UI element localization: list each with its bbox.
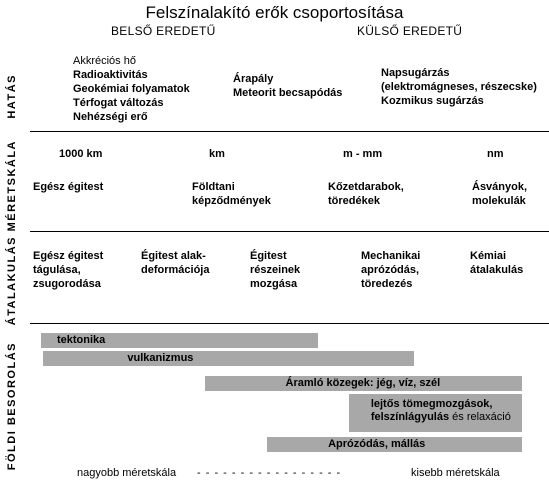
process-bar xyxy=(267,437,522,452)
process-bar-label: tektonika xyxy=(57,334,106,346)
transformation-line: Égitest xyxy=(250,250,287,262)
page-title: Felszínalakító erők csoportosítása xyxy=(145,3,404,22)
transformation-item xyxy=(250,249,300,291)
list-item: Térfogat változás xyxy=(73,97,164,109)
transformation-item xyxy=(141,249,209,277)
process-bar-label: Áramló közegek: jég, víz, szél xyxy=(285,377,441,389)
scale-object-line: molekulák xyxy=(472,195,526,207)
scale-object-line: Kőzetdarabok, xyxy=(328,181,404,193)
transformation-item xyxy=(33,249,103,291)
section-label-hatas: HATÁS xyxy=(6,74,18,119)
list-item: Nehézségi erő xyxy=(73,111,148,123)
process-bar-label: Aprózódás, mállás xyxy=(328,438,426,450)
section-label-meretskala: MÉRETSKÁLA xyxy=(6,140,18,232)
transformation-line: Mechanikai xyxy=(361,250,421,262)
list-item: Radioaktivitás xyxy=(73,69,148,81)
section-label-atalakulas: ÁTALAKULÁS xyxy=(6,236,18,326)
scale-object xyxy=(33,180,103,194)
scale-unit: km xyxy=(209,148,225,160)
process-bar-label: vulkanizmus xyxy=(127,352,194,364)
process-bar xyxy=(349,394,522,432)
transformation-line: deformációja xyxy=(141,264,210,276)
hatas-external-list xyxy=(381,66,537,108)
divider-line xyxy=(30,323,549,324)
scale-unit: 1000 km xyxy=(59,148,103,160)
process-bar xyxy=(41,333,318,348)
list-item: Akkréciós hő xyxy=(73,55,136,67)
scale-left-label: nagyobb méretskála xyxy=(77,467,177,479)
divider-line xyxy=(30,131,549,132)
transformation-line: töredezés xyxy=(361,278,413,290)
header-internal-origin: BELSŐ EREDETŰ xyxy=(111,24,216,38)
divider-line xyxy=(30,231,549,232)
list-item: Geokémiai folyamatok xyxy=(73,83,190,95)
transformation-line: aprózódás, xyxy=(361,264,420,276)
scale-object xyxy=(328,180,404,208)
transformation-line: Egész égitest xyxy=(33,250,104,262)
scale-object-line: Egész égitest xyxy=(33,181,104,193)
scale-dashes: - - - - - - - - - - - - - - - - - xyxy=(197,467,342,479)
process-bar-label xyxy=(371,398,521,424)
list-item: Meteorit becsapódás xyxy=(233,87,343,99)
process-bar xyxy=(205,376,522,391)
scale-unit: nm xyxy=(487,148,504,160)
scale-object xyxy=(192,180,271,208)
transformation-line: átalakulás xyxy=(470,264,524,276)
scale-object-line: képződmények xyxy=(192,195,271,207)
scale-object-line: töredékek xyxy=(328,195,380,207)
header-external-origin: KÜLSŐ EREDETŰ xyxy=(357,24,463,38)
scale-object-line: Ásványok, xyxy=(472,181,528,193)
list-item: Árapály xyxy=(233,73,274,85)
process-bar-label-rest: és relaxáció xyxy=(449,411,511,423)
list-item: Kozmikus sugárzás xyxy=(381,95,484,107)
transformation-line: zsugorodása xyxy=(33,278,101,290)
hatas-middle-list xyxy=(233,72,342,100)
hatas-internal-list xyxy=(73,54,190,124)
transformation-line: Kémiai xyxy=(470,250,507,262)
list-item: (elektromágneses, részecske) xyxy=(381,81,537,93)
scale-object xyxy=(472,180,527,208)
scale-right-label: kisebb méretskála xyxy=(411,467,500,479)
section-label-foldi-besorolas: FÖLDI BESOROLÁS xyxy=(6,342,18,471)
transformation-item xyxy=(470,249,523,277)
transformation-line: Égitest alak- xyxy=(141,250,206,262)
transformation-line: tágulása, xyxy=(33,264,81,276)
transformation-item xyxy=(361,249,420,291)
transformation-line: részeinek xyxy=(250,264,301,276)
transformation-line: mozgása xyxy=(250,278,298,290)
process-bar-label-bold: lejtős tömegmozgások, felszínlágyulás xyxy=(370,398,493,423)
scale-unit: m - mm xyxy=(343,148,383,160)
list-item: Napsugárzás xyxy=(381,67,450,79)
scale-object-line: Földtani xyxy=(192,181,235,193)
process-bar xyxy=(43,351,413,366)
